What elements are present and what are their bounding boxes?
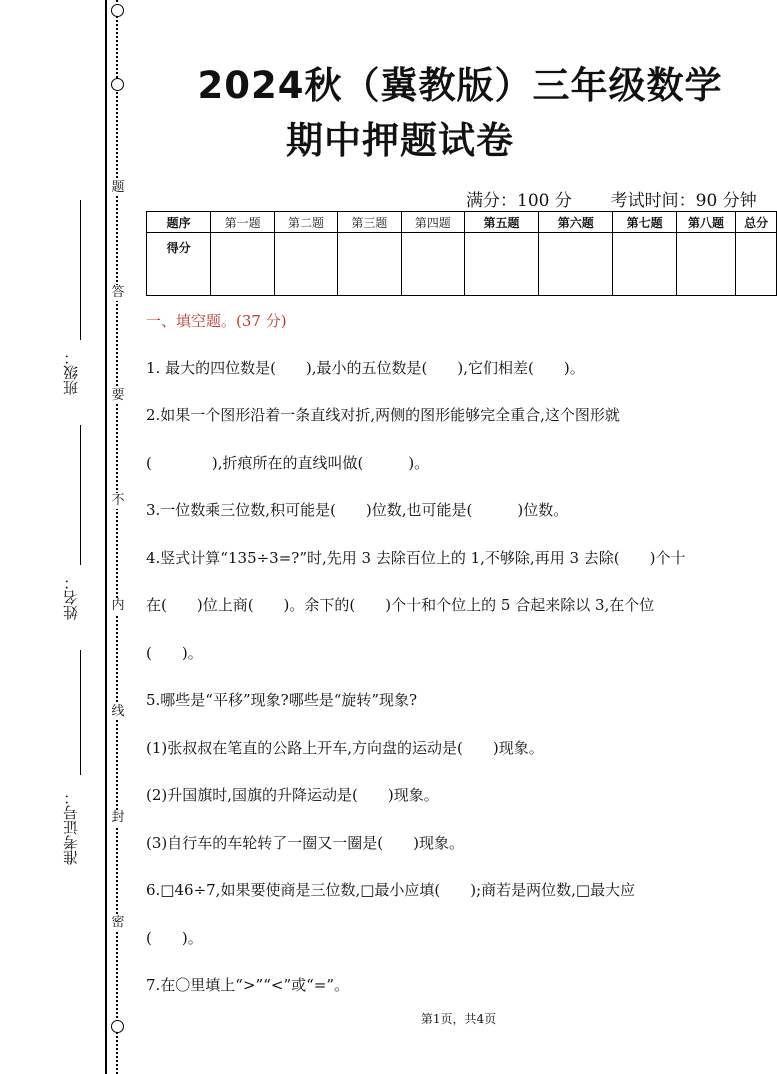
table-col-header: 第五题: [464, 212, 538, 233]
exam-id-field-line: [80, 650, 81, 775]
question-line: 1. 最大的四位数是( ),最小的五位数是( ),它们相差( )。: [146, 359, 585, 377]
question-line: 2.如果一个图形沿着一条直线对折,两侧的图形能够完全重合,这个图形就: [146, 406, 620, 424]
question-line: (1)张叔叔在笔直的公路上开车,方向盘的运动是( )现象。: [146, 739, 544, 757]
seal-char: 密: [108, 915, 128, 931]
table-col-header: 总分: [736, 212, 777, 233]
seal-char: 封: [108, 810, 128, 826]
table-score-label: 得分: [147, 233, 211, 296]
table-col-header: 第七题: [613, 212, 676, 233]
question-line: (2)升国旗时,国旗的升降运动是( )现象。: [146, 786, 439, 804]
score-cell[interactable]: [676, 233, 735, 296]
score-cell[interactable]: [464, 233, 538, 296]
question-line: (3)自行车的车轮转了一圈又一圈是( )现象。: [146, 834, 464, 852]
table-col-header: 第二题: [274, 212, 337, 233]
score-cell[interactable]: [613, 233, 676, 296]
seal-char: 要: [108, 388, 128, 404]
question-line: 5.哪些是“平移”现象?哪些是“旋转”现象?: [146, 691, 418, 709]
page-title: 2024秋（冀教版）三年级数学: [197, 64, 723, 107]
seal-char: 不: [108, 493, 128, 509]
name-field-label: 姓名：: [62, 575, 80, 620]
question-line: 7.在〇里填上“>”“<”或“=”。: [146, 976, 350, 994]
question-line: ( )。: [146, 929, 203, 947]
full-score: 满分：100 分: [466, 191, 572, 211]
question-line: 在( )位上商( )。余下的( )个十和个位上的 5 合起来除以 3,在个位: [146, 596, 655, 614]
exam-id-field-label: 准考证号：: [62, 790, 80, 865]
score-table: [146, 211, 777, 296]
seal-circle-icon: [111, 78, 124, 91]
seal-char: 题: [108, 180, 128, 196]
page-subtitle: 期中押题试卷: [286, 119, 514, 162]
score-cell[interactable]: [401, 233, 464, 296]
section-heading: 一、填空题。(37 分): [146, 312, 287, 330]
table-header-label: 题序: [147, 212, 211, 233]
table-col-header: 第三题: [338, 212, 401, 233]
question-line: ( ),折痕所在的直线叫做( )。: [146, 454, 430, 472]
question-line: 4.竖式计算“135÷3=?”时,先用 3 去除百位上的 1,不够除,再用 3 去除( )个十: [146, 549, 686, 567]
binding-dotted-line: [116, 0, 118, 1074]
class-field-line: [80, 200, 81, 340]
score-cell[interactable]: [736, 233, 777, 296]
page-footer: [0, 1010, 777, 1027]
page-number: 第1页，共4页: [420, 1012, 497, 1026]
exam-meta: [466, 186, 757, 211]
class-field-label: 班级：: [62, 350, 80, 395]
question-line: ( )。: [146, 644, 203, 662]
score-cell[interactable]: [539, 233, 613, 296]
seal-circle-icon: [111, 4, 124, 17]
question-line: 3.一位数乘三位数,积可能是( )位数,也可能是( )位数。: [146, 501, 569, 519]
seal-char: 答: [108, 285, 128, 301]
exam-time: 考试时间：90 分钟: [610, 191, 757, 211]
score-cell[interactable]: [211, 233, 274, 296]
table-col-header: 第八题: [676, 212, 735, 233]
name-field-line: [80, 425, 81, 565]
table-col-header: 第四题: [401, 212, 464, 233]
table-col-header: 第六题: [539, 212, 613, 233]
seal-char: 内: [108, 598, 128, 614]
seal-char: 线: [108, 704, 128, 720]
score-cell[interactable]: [274, 233, 337, 296]
binding-margin-line: [105, 0, 107, 1074]
question-line: 6.□46÷7,如果要使商是三位数,□最小应填( );商若是两位数,□最大应: [146, 881, 636, 899]
score-cell[interactable]: [338, 233, 401, 296]
table-col-header: 第一题: [211, 212, 274, 233]
